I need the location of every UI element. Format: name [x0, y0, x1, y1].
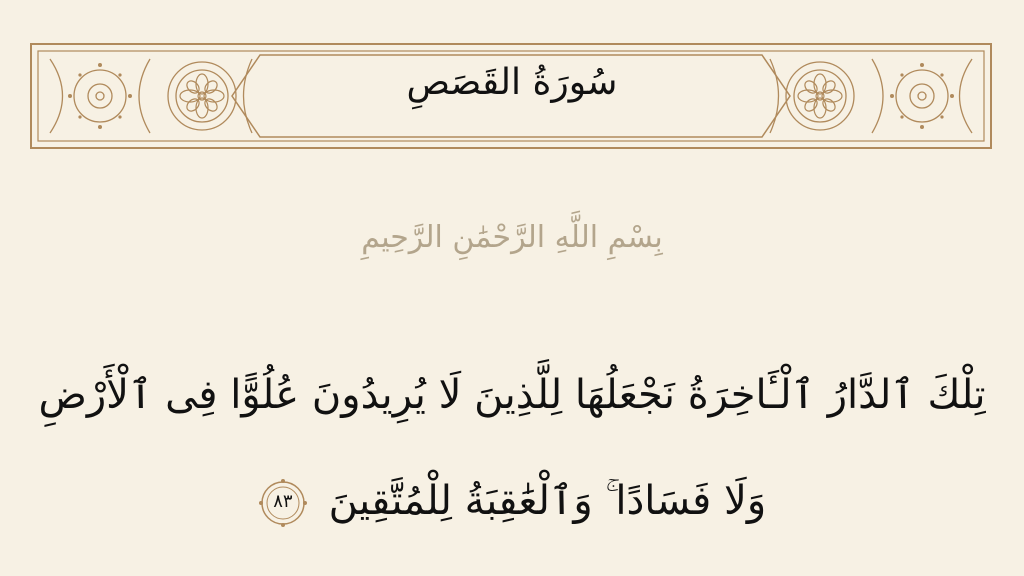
ayah-number-marker	[258, 478, 308, 528]
basmala: بِسْمِ اللَّهِ الرَّحْمَٰنِ الرَّحِيمِ	[361, 220, 663, 255]
verse-line-2	[30, 478, 994, 528]
verse-text-line-2: وَلَا فَسَادًا ۚ وَٱلْعَٰقِبَةُ لِلْمُتَّقِينَ	[328, 478, 767, 524]
verse-text-line-1: تِلْكَ ٱلدَّارُ ٱلْـَٔاخِرَةُ نَجْعَلُهَا لِلَّذِينَ لَا يُرِيدُونَ عُلُوًّا فِى ٱلْأَرْضِ	[38, 372, 986, 418]
surah-title: سُورَةُ القَصَصِ	[406, 62, 618, 103]
verse-line-1	[30, 372, 994, 418]
ayah-number: ٨٣	[273, 491, 293, 512]
